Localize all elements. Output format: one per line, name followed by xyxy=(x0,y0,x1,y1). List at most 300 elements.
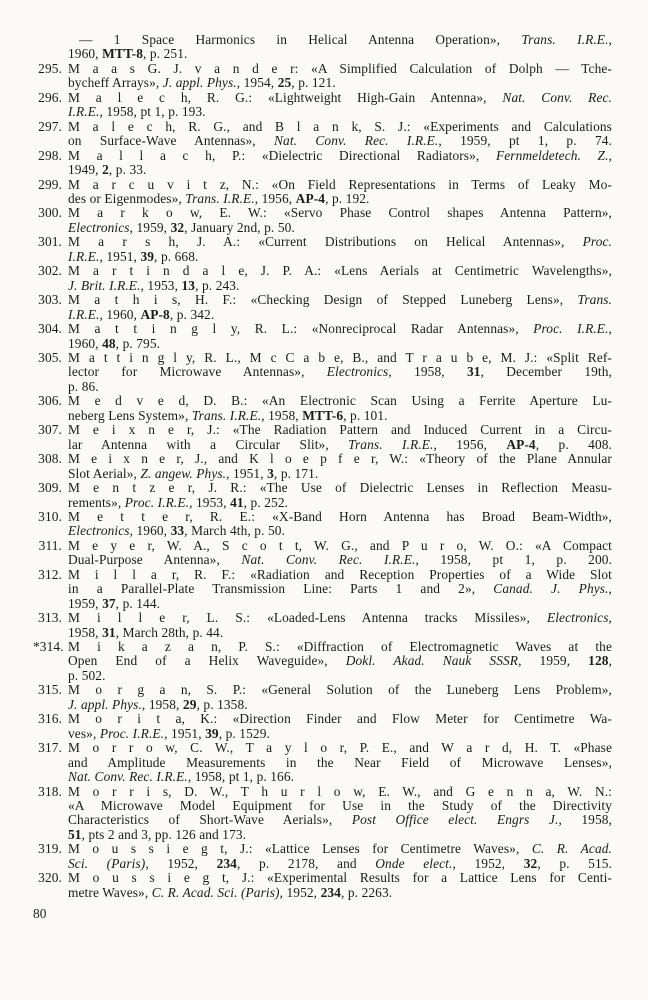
reference-entry xyxy=(33,120,612,149)
entry-text xyxy=(68,91,612,120)
entry-line xyxy=(68,308,612,322)
entry-line xyxy=(68,886,612,900)
journal-name: Trans. I.R.E. xyxy=(191,407,262,423)
entry-text xyxy=(68,235,612,264)
reference-text: 1958, xyxy=(68,624,103,640)
journal-name: C. R. Acad. Sci. (Paris) xyxy=(151,884,280,900)
reference-text: bycheff Arrays», xyxy=(68,75,163,91)
journal-name: Electronics xyxy=(68,219,130,235)
reference-text: lar Antenna with a Circular Slit», xyxy=(68,436,349,452)
reference-entry xyxy=(33,33,612,62)
reference-text: , p. 2263. xyxy=(340,884,393,900)
reference-text: , 1951, xyxy=(99,248,141,264)
entry-line xyxy=(68,626,612,640)
journal-name: J. appl. Phys. xyxy=(68,696,142,712)
entry-number: 310. xyxy=(38,508,62,524)
entry-line xyxy=(68,857,612,871)
volume-number: 2 xyxy=(102,162,109,178)
reference-entry xyxy=(33,611,612,640)
reference-entry xyxy=(33,452,612,481)
entry-line xyxy=(68,452,612,466)
entry-line xyxy=(68,640,612,654)
entry-number: 309. xyxy=(38,480,62,496)
journal-name: I.R.E. xyxy=(68,306,100,322)
reference-text: , xyxy=(608,321,612,337)
volume-number: 48 xyxy=(102,335,116,351)
entry-number: 304. xyxy=(38,321,62,337)
volume-number: 33 xyxy=(170,523,185,539)
entry-number: 295. xyxy=(38,60,62,76)
entry-line xyxy=(68,394,612,408)
entry-line xyxy=(68,76,612,90)
volume-number: 29 xyxy=(182,696,197,712)
entry-line xyxy=(68,264,612,278)
reference-text: , p. 2178, and xyxy=(236,855,376,871)
entry-line xyxy=(68,496,612,510)
reference-entry xyxy=(33,539,612,568)
reference-text: M e i x n e r, J.: «The Radiation Pattern and Induced Current in a Circu- xyxy=(68,422,612,438)
entry-text xyxy=(68,178,612,207)
reference-text: p. 86. xyxy=(68,378,99,394)
reference-text: , p. 1529. xyxy=(218,725,270,741)
volume-number: AP-4 xyxy=(506,436,536,452)
journal-name: Z. angew. Phys. xyxy=(140,465,227,481)
reference-text: , 1956, xyxy=(254,190,296,206)
entry-number: 297. xyxy=(38,118,62,134)
reference-text: Dual-Purpose Antenna», xyxy=(68,552,242,568)
entry-line xyxy=(68,467,612,481)
reference-entry xyxy=(33,568,612,611)
entry-line xyxy=(68,539,612,553)
entry-number: 300. xyxy=(38,205,62,221)
entry-number: 320. xyxy=(38,870,62,886)
entry-number: 299. xyxy=(38,176,62,192)
reference-text: M e t t e r, R. E.: «X-Band Horn Antenna has Broad Beam-Width», xyxy=(68,508,612,524)
reference-text: , p. 252. xyxy=(243,494,289,510)
reference-text: M a l l a c h, P.: «Dielectric Directional Radiators», xyxy=(68,147,496,163)
entry-number: *314. xyxy=(33,639,64,655)
entry-text xyxy=(68,120,612,149)
reference-text: , 1958, xyxy=(558,812,612,828)
reference-text: , p. 1358. xyxy=(196,696,248,712)
journal-name: Dokl. Akad. Nauk SSSR xyxy=(345,653,519,669)
reference-text: and Amplitude Measurements in the Near Field of Microwave Lenses», xyxy=(68,754,612,770)
reference-text: M i l l e r, L. S.: «Loaded-Lens Antenna tracks Missiles», xyxy=(68,610,547,626)
reference-text: M a l e c h, R. G., and B l a n k, S. J.: «Experiments and Calculations xyxy=(68,118,612,134)
reference-text: M i l l a r, R. F.: «Radiation and Reception Properties of a Wide Slot xyxy=(68,566,612,582)
volume-number: AP-4 xyxy=(295,190,326,206)
entry-line xyxy=(68,842,612,856)
entry-line xyxy=(68,683,612,697)
entry-text xyxy=(68,871,612,900)
reference-text: , December 19th, xyxy=(480,364,612,380)
reference-text: , 1952, xyxy=(279,884,321,900)
reference-text: Characteristics of Short-Wave Aerials», xyxy=(68,812,352,828)
entry-number: 311. xyxy=(38,537,62,553)
entry-line xyxy=(68,553,612,567)
reference-text: , 1958, pt 1, p. 166. xyxy=(187,769,295,785)
journal-name: Sci. (Paris) xyxy=(68,855,146,871)
entry-number: 303. xyxy=(38,292,62,308)
entry-line xyxy=(68,279,612,293)
volume-number: 128 xyxy=(588,653,609,669)
reference-entry xyxy=(33,683,612,712)
reference-text: ves», xyxy=(68,725,100,741)
reference-text: , p. 408. xyxy=(535,436,612,452)
reference-text: , 1959, xyxy=(518,653,589,669)
entry-line xyxy=(68,568,612,582)
volume-number: 37 xyxy=(102,595,116,611)
entry-line xyxy=(68,524,612,538)
entry-line xyxy=(68,365,612,379)
entry-line xyxy=(68,871,612,885)
reference-text: Slot Aerial», xyxy=(68,465,141,481)
entry-line xyxy=(68,611,612,625)
entry-line xyxy=(68,481,612,495)
entry-line xyxy=(68,712,612,726)
entry-text xyxy=(68,741,612,784)
reference-text: , p. 171. xyxy=(273,465,319,481)
reference-text: M e d v e d, D. B.: «An Electronic Scan Using a Ferrite Aperture Lu- xyxy=(68,393,612,409)
journal-name: Post Office elect. Engrs J. xyxy=(351,812,559,828)
reference-text: 1949, xyxy=(68,162,103,178)
entry-line xyxy=(68,351,612,365)
entry-number: 313. xyxy=(38,610,62,626)
reference-text: M a r k o w, E. W.: «Servo Phase Control shapes Antenna Pattern», xyxy=(68,205,612,221)
entry-line xyxy=(68,380,612,394)
volume-number: 39 xyxy=(205,725,219,741)
entry-text xyxy=(68,481,612,510)
reference-text: , p. 515. xyxy=(537,855,612,871)
reference-text: , 1953, xyxy=(140,277,182,293)
entry-number: 298. xyxy=(38,147,62,163)
entry-text xyxy=(68,568,612,611)
reference-text: , xyxy=(608,147,613,163)
volume-number: MTT-8 xyxy=(102,46,144,62)
reference-text: , January 2nd, p. 50. xyxy=(184,219,295,235)
reference-text: , p. 33. xyxy=(108,162,147,178)
volume-number: 234 xyxy=(320,884,341,900)
journal-name: Nat. Conv. Rec. xyxy=(502,89,612,105)
reference-entry xyxy=(33,871,612,900)
reference-entry xyxy=(33,293,612,322)
reference-text: , p. 144. xyxy=(115,595,161,611)
entry-number: 315. xyxy=(38,682,62,698)
entry-line xyxy=(68,669,612,683)
journal-name: I.R.E. xyxy=(68,248,100,264)
entry-line xyxy=(68,120,612,134)
reference-text: , 1952, xyxy=(145,855,217,871)
entry-text xyxy=(68,842,612,871)
reference-text: , 1958, xyxy=(388,364,467,380)
reference-text: M o r r i s, D. W., T h u r l o w, E. W., and G e n n a, W. N.: xyxy=(68,783,612,799)
reference-entry xyxy=(33,235,612,264)
journal-name: Proc. I.R.E. xyxy=(533,321,609,337)
entry-line xyxy=(68,438,612,452)
entry-text xyxy=(68,322,612,351)
reference-text: , p. 668. xyxy=(154,248,199,264)
reference-text: , xyxy=(608,653,613,669)
journal-name: Electronics xyxy=(326,364,389,380)
journal-name: J. appl. Phys. xyxy=(162,75,237,91)
reference-text: , 1958, pt 1, p. 193. xyxy=(99,104,206,120)
entry-line xyxy=(68,597,612,611)
entry-number: 296. xyxy=(38,89,62,105)
entry-text xyxy=(68,62,612,91)
reference-text: , p. 101. xyxy=(343,407,388,423)
entry-line xyxy=(68,813,612,827)
entry-line xyxy=(68,799,612,813)
reference-text: neberg Lens System», xyxy=(68,407,192,423)
journal-name: Electronics xyxy=(68,523,130,539)
reference-text: «A Microwave Model Equipment for Use in the Study of the Directivity xyxy=(68,798,612,814)
volume-number: 3 xyxy=(267,465,274,481)
journal-name: Trans. I.R.E. xyxy=(185,190,255,206)
entry-text xyxy=(68,394,612,423)
entry-line xyxy=(68,828,612,842)
reference-text: , xyxy=(608,581,612,597)
entry-text xyxy=(68,33,612,62)
reference-text: M o r r o w, C. W., T a y l o r, P. E., and W a r d, H. T. «Phase xyxy=(68,740,612,756)
entry-text xyxy=(68,264,612,293)
volume-number: 39 xyxy=(140,248,155,264)
entry-number: 302. xyxy=(38,263,62,279)
entry-line xyxy=(68,91,612,105)
reference-entry xyxy=(33,394,612,423)
entry-line xyxy=(68,727,612,741)
entry-line xyxy=(68,409,612,423)
reference-text: M a a s G. J. v a n d e r: «A Simplified Calculation of Dolph — Tche- xyxy=(68,60,612,76)
entry-text xyxy=(68,640,612,683)
reference-entry xyxy=(33,91,612,120)
reference-text: M a r s h, J. A.: «Current Distributions on Helical Antennas», xyxy=(68,234,583,250)
journal-name: C. R. Acad. xyxy=(531,841,612,857)
entry-line xyxy=(68,235,612,249)
entry-number: 306. xyxy=(38,393,62,409)
entry-line xyxy=(68,510,612,524)
journal-name: Fernmeldetech. Z. xyxy=(495,147,609,163)
reference-text: , 1956, xyxy=(433,436,507,452)
entry-line xyxy=(68,163,612,177)
reference-entry xyxy=(33,423,612,452)
entry-line xyxy=(68,785,612,799)
entry-text xyxy=(68,683,612,712)
entry-line xyxy=(68,582,612,596)
reference-text: on Surface-Wave Antennas», xyxy=(68,133,275,149)
entry-text xyxy=(68,611,612,640)
reference-text: , 1952, xyxy=(452,855,524,871)
reference-text: , 1958, xyxy=(261,407,303,423)
journal-name: Proc. xyxy=(582,234,612,250)
reference-text: metre Waves», xyxy=(68,884,152,900)
reference-text: , xyxy=(608,32,612,47)
entry-line xyxy=(68,698,612,712)
journal-name: Proc. I.R.E. xyxy=(124,494,190,510)
reference-entry xyxy=(33,741,612,784)
journal-name: Proc. I.R.E. xyxy=(99,725,165,741)
entry-number: 318. xyxy=(38,783,62,799)
entry-line xyxy=(68,654,612,668)
entry-line xyxy=(68,322,612,336)
entry-number: 312. xyxy=(38,566,62,582)
page-number: 80 xyxy=(33,906,47,922)
entry-line xyxy=(68,337,612,351)
reference-entry xyxy=(33,206,612,235)
entry-number: 305. xyxy=(38,349,62,365)
reference-text: 1960, xyxy=(68,46,103,62)
volume-number: MTT-6 xyxy=(302,407,344,423)
entry-number: 307. xyxy=(38,422,62,438)
entry-line xyxy=(68,770,612,784)
reference-entry xyxy=(33,149,612,178)
entry-text xyxy=(68,423,612,452)
volume-number: 31 xyxy=(102,624,116,640)
reference-text: M a l e c h, R. G.: «Lightweight High-Gain Antenna», xyxy=(68,89,503,105)
entry-line xyxy=(68,293,612,307)
reference-text: , 1951, xyxy=(226,465,268,481)
entry-line xyxy=(68,250,612,264)
reference-text: M o u s s i e g t, J.: «Experimental Results for a Lattice Lens for Centi- xyxy=(68,870,612,886)
entry-line xyxy=(68,756,612,770)
entry-line xyxy=(68,178,612,192)
reference-entry xyxy=(33,351,612,394)
reference-text: M e n t z e r, J. R.: «The Use of Dielectric Lenses in Reflection Measu- xyxy=(68,480,612,496)
reference-text: , p. 342. xyxy=(169,306,215,322)
reference-entry xyxy=(33,264,612,293)
volume-number: 234 xyxy=(216,855,237,871)
journal-name: Trans. xyxy=(577,292,612,308)
reference-text: des or Eigenmodes», xyxy=(68,190,186,206)
entry-number: 319. xyxy=(38,841,62,857)
entry-text xyxy=(68,206,612,235)
reference-text: M a t t i n g l y, R. L., M c C a b e, B., and T r a u b e, M. J.: «Split Ref- xyxy=(68,349,612,365)
reference-text: M o u s s i e g t, J.: «Lattice Lenses for Centimetre Waves», xyxy=(68,841,532,857)
entry-text xyxy=(68,712,612,741)
entry-text xyxy=(68,510,612,539)
volume-number: 25 xyxy=(277,75,292,91)
reference-text: , p. 192. xyxy=(325,190,370,206)
entry-line xyxy=(68,62,612,76)
entry-text xyxy=(68,351,612,394)
reference-entry xyxy=(33,510,612,539)
reference-text: , 1960, xyxy=(99,306,141,322)
entry-text xyxy=(68,452,612,481)
reference-text: M o r i t a, K.: «Direction Finder and Flow Meter for Centimetre Wa- xyxy=(68,711,612,727)
reference-text: , p. 243. xyxy=(195,277,240,293)
reference-entry xyxy=(33,481,612,510)
reference-text: p. 502. xyxy=(68,667,106,683)
volume-number: AP-8 xyxy=(140,306,170,322)
entry-line xyxy=(68,149,612,163)
journal-name: Onde elect. xyxy=(375,855,453,871)
volume-number: 13 xyxy=(181,277,196,293)
journal-name: Trans. I.R.E. xyxy=(348,436,434,452)
entry-text xyxy=(68,785,612,843)
entry-line xyxy=(68,134,612,148)
journal-name: Nat. Conv. Rec. I.R.E. xyxy=(241,552,416,568)
entry-number: 317. xyxy=(38,740,62,756)
volume-number: 51 xyxy=(68,826,82,842)
journal-name: J. Brit. I.R.E. xyxy=(68,277,141,293)
reference-text: M a t t i n g l y, R. L.: «Nonreciprocal Radar Antennas», xyxy=(68,321,534,337)
volume-number: 32 xyxy=(170,219,185,235)
reference-text: , pts 2 and 3, pp. 126 and 173. xyxy=(81,826,247,842)
reference-text: rements», xyxy=(68,494,125,510)
reference-text: , 1958, pt 1, p. 200. xyxy=(415,552,612,568)
reference-text: M e i x n e r, J., and K l o e p f e r, W.: «Theory of the Plane Annular xyxy=(68,451,612,467)
reference-text: , 1954, xyxy=(236,75,278,91)
reference-text: — 1 Space Harmonics in Helical Antenna Operation», xyxy=(79,32,522,47)
reference-text: Open End of a Helix Waveguide», xyxy=(68,653,346,669)
reference-text: , 1959, xyxy=(129,219,171,235)
volume-number: 32 xyxy=(523,855,538,871)
reference-text: lector for Microwave Antennas», xyxy=(68,364,327,380)
entry-line xyxy=(68,33,612,47)
entry-line xyxy=(68,423,612,437)
journal-name: Electronics xyxy=(546,610,609,626)
reference-text: M a t h i s, H. F.: «Checking Design of Stepped Luneberg Lens», xyxy=(68,292,578,308)
reference-text: M e y e r, W. A., S c o t t, W. G., and P u r o, W. O.: «A Compact xyxy=(68,537,612,553)
reference-text: M o r g a n, S. P.: «General Solution of the Luneberg Lens Problem», xyxy=(68,682,612,698)
reference-text: , 1953, xyxy=(189,494,231,510)
entry-line xyxy=(68,192,612,206)
volume-number: 41 xyxy=(230,494,244,510)
reference-text: , March 4th, p. 50. xyxy=(184,523,285,539)
entry-line xyxy=(68,206,612,220)
reference-text: M a r c u v i t z, N.: «On Field Representations in Terms of Leaky Mo- xyxy=(68,176,612,192)
reference-text: , March 28th, p. 44. xyxy=(115,624,224,640)
journal-name: I.R.E. xyxy=(68,104,100,120)
reference-entry xyxy=(33,785,612,843)
journal-name: Nat. Conv. Rec. I.R.E. xyxy=(68,769,188,785)
reference-text: , p. 251. xyxy=(143,46,188,62)
reference-entry xyxy=(33,712,612,741)
reference-text: , 1960, xyxy=(129,523,171,539)
reference-text: M i k a z a n, P. S.: «Diffraction of Electromagnetic Waves at the xyxy=(68,639,612,655)
reference-entry xyxy=(33,842,612,871)
entry-number: 316. xyxy=(38,711,62,727)
entry-line xyxy=(68,741,612,755)
entry-line xyxy=(68,221,612,235)
journal-name: Trans. I.R.E. xyxy=(521,32,609,47)
entry-text xyxy=(68,293,612,322)
reference-entry xyxy=(33,62,612,91)
reference-text: , 1951, xyxy=(164,725,206,741)
entry-number: 308. xyxy=(38,451,62,467)
entry-text xyxy=(68,539,612,568)
reference-entry xyxy=(33,178,612,207)
reference-entry xyxy=(33,322,612,351)
reference-text: , xyxy=(608,610,612,626)
journal-name: Canad. J. Phys. xyxy=(493,581,609,597)
reference-text: , 1958, xyxy=(141,696,183,712)
entry-number: 301. xyxy=(38,234,62,250)
reference-text: M a r t i n d a l e, J. P. A.: «Lens Aerials at Centimetric Wavelengths», xyxy=(68,263,612,279)
entry-line xyxy=(68,47,612,61)
reference-text: , 1959, pt 1, p. 74. xyxy=(438,133,612,149)
reference-text: in a Parallel-Plate Transmission Line: Parts 1 and 2», xyxy=(68,581,494,597)
entry-line xyxy=(68,105,612,119)
reference-text: , p. 795. xyxy=(115,335,161,351)
reference-text: , p. 121. xyxy=(291,75,336,91)
reference-text: 1960, xyxy=(68,335,103,351)
reference-text: 1959, xyxy=(68,595,103,611)
journal-name: Nat. Conv. Rec. I.R.E. xyxy=(274,133,439,149)
entry-text xyxy=(68,149,612,178)
reference-entry xyxy=(33,640,612,683)
reference-list xyxy=(33,33,612,900)
volume-number: 31 xyxy=(466,364,481,380)
